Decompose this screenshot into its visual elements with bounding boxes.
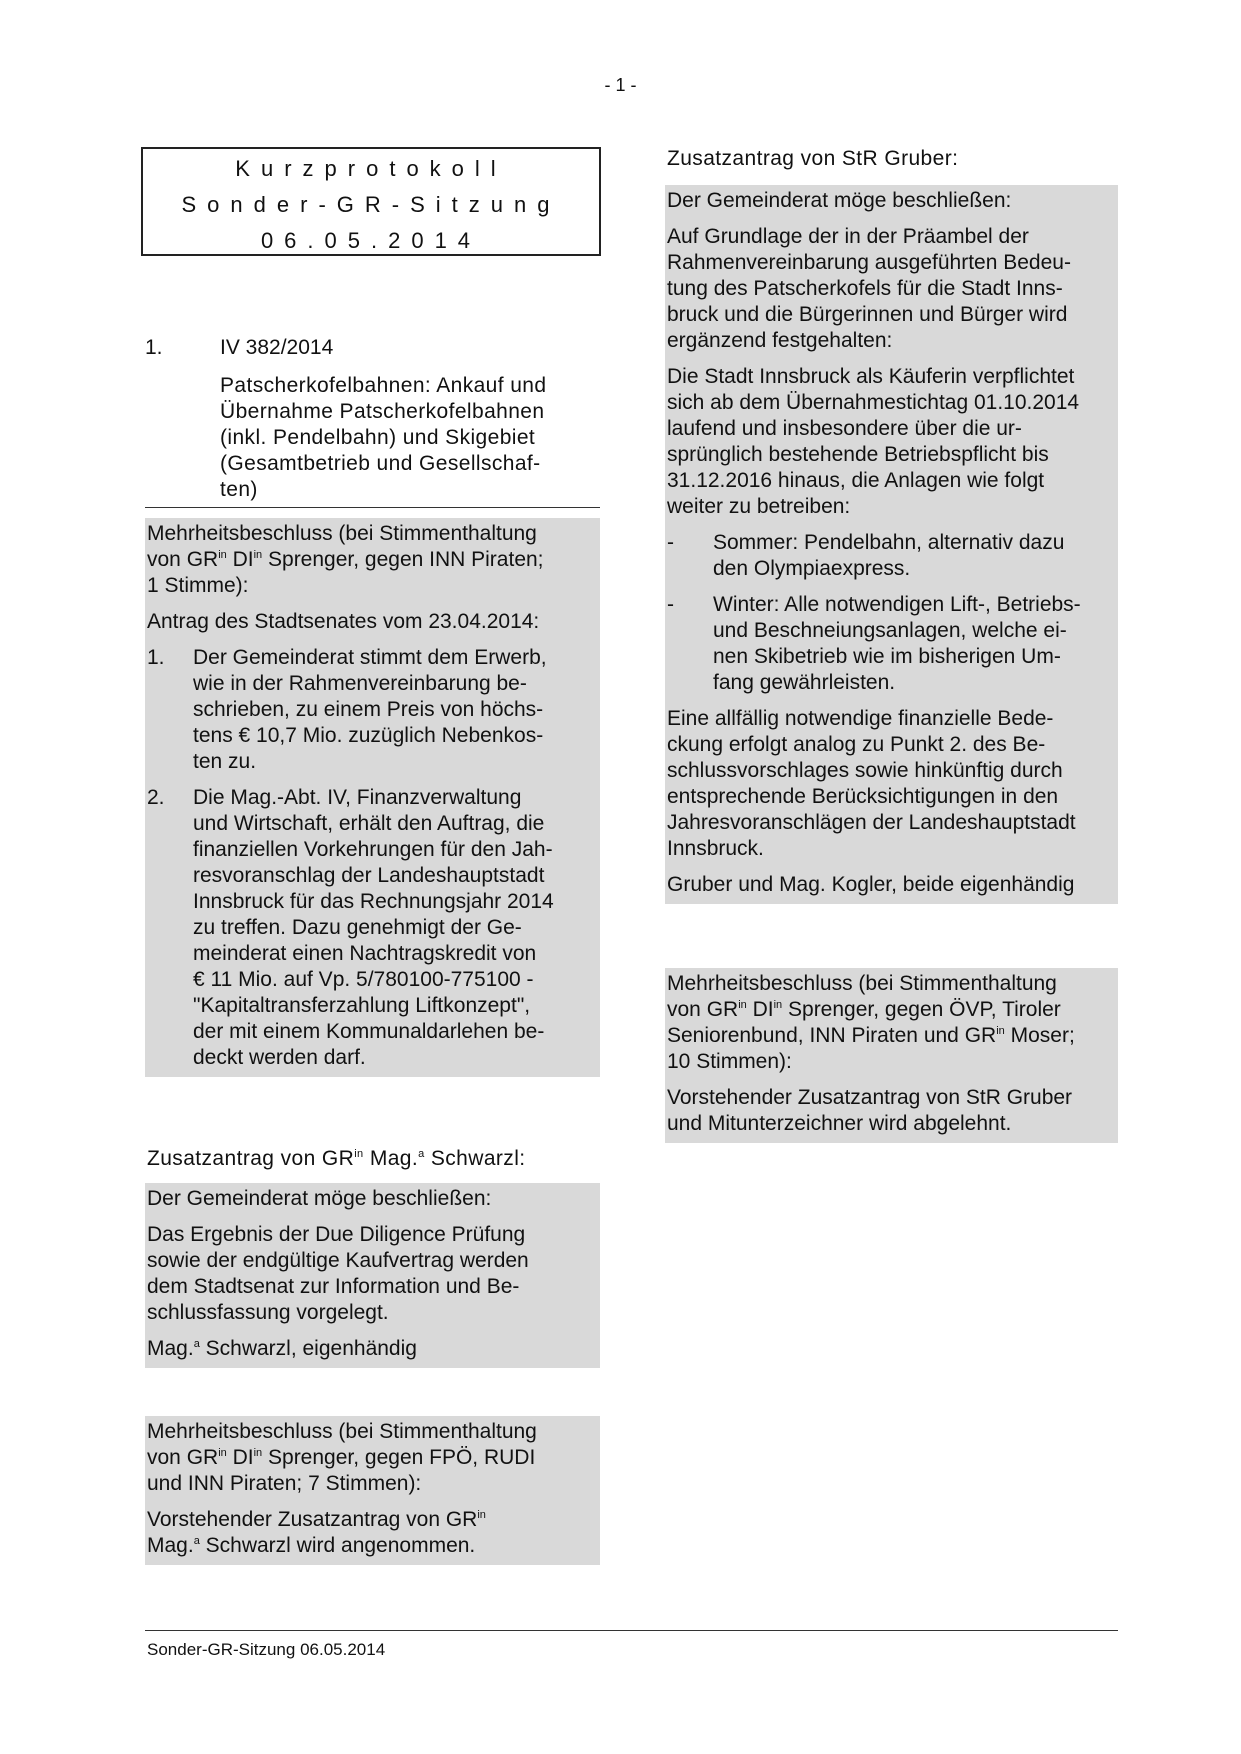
amendment-para: Die Stadt Innsbruck als Käuferin verpflichtet sich ab dem Übernahmestichtag 01.10.2014 laufend und insbesondere über die ur- sprünglich bestehende Betriebspflicht bis 31.12.2016 hinaus, die Anlagen wie folgt weiter zu betreiben: xyxy=(667,365,1080,518)
page-number: - 1 - xyxy=(604,75,637,95)
bullet-item: - Winter: Alle notwendigen Lift-, Betriebs- und Beschneiungsanlagen, welche ei- nen Skibetrieb wie im bisherigen Um- fang gewährleisten. xyxy=(667,593,1081,694)
amendment-gruber xyxy=(665,185,1118,904)
resolution-line: Mehrheitsbeschluss (bei Stimmenthaltung xyxy=(147,522,537,545)
amendment-body: Das Ergebnis der Due Diligence Prüfung sowie der endgültige Kaufvertrag werden dem Stadtsenat zur Information und Be- schlussfassung vorgelegt. xyxy=(147,1223,529,1324)
bullet-item: - Sommer: Pendelbahn, alternativ dazu den Olympiaexpress. xyxy=(667,531,1065,580)
resolution-result: Vorstehender Zusatzantrag von $GR^{in}$ Mag.$^a$ Schwarzl wird angenommen. xyxy=(147,1508,486,1557)
subject-line: (inkl. Pendelbahn) und Skigebiet xyxy=(220,426,536,449)
footer-rule xyxy=(145,1630,1118,1631)
title-line: 06.05.2014 xyxy=(260,228,482,253)
amendment-intro: Der Gemeinderat möge beschließen: xyxy=(147,1187,492,1210)
item-number: 1. xyxy=(147,646,165,669)
resolution-text: Mehrheitsbeschluss (bei Stimmenthaltung von $GR^{in}$ $DI^{in}$ Sprenger, gegen FPÖ, RUDI und INN Piraten; 7 Stimmen): xyxy=(147,1420,537,1495)
agenda-subject xyxy=(220,373,600,503)
resolution-line: von $GR^{in}$ $DI^{in}$ Sprenger, gegen INN Piraten; xyxy=(147,548,544,571)
footer-text: Sonder-GR-Sitzung 06.05.2014 xyxy=(147,1640,386,1659)
bullet-mark: - xyxy=(667,593,674,616)
subject-line: ten) xyxy=(220,478,258,501)
agenda-item xyxy=(145,335,600,503)
motion-item xyxy=(147,645,598,775)
item-number: 2. xyxy=(147,786,165,809)
amendment-signature: Mag.$^a$ Schwarzl, eigenhändig xyxy=(147,1337,417,1360)
amendment-gruber-heading: Zusatzantrag von StR Gruber: xyxy=(667,147,959,170)
agenda-code: IV 382/2014 xyxy=(220,336,334,359)
resolution-3 xyxy=(665,968,1118,1143)
resolution-result: Vorstehender Zusatzantrag von StR Gruber und Mitunterzeichner wird abgelehnt. xyxy=(667,1086,1073,1135)
amendment-schwarzl xyxy=(145,1183,600,1368)
title-line: Kurzprotokoll xyxy=(235,156,507,181)
title-box xyxy=(141,147,601,256)
amendment-para: Auf Grundlage der in der Präambel der Rahmenvereinbarung ausgeführten Bedeu- tung des Patscherkofels für die Stadt Inns- bruck und die Bürgerinnen und Bürger wird ergänzend festgehalten: xyxy=(667,225,1071,352)
divider xyxy=(145,507,600,508)
amendment-para: Eine allfällig notwendige finanzielle Bede- ckung erfolgt analog zu Punkt 2. des Be- schlussvorschlages sowie hinkünftig durch entsprechende Berücksichtigungen in den Jahresvoranschlägen der Landeshauptstadt Innsbruck. xyxy=(667,707,1076,860)
item-text: Die Mag.-Abt. IV, Finanzverwaltung und Wirtschaft, erhält den Auftrag, die finanziellen Vorkehrungen für den Jah- resvoranschlag der Landeshauptstadt Innsbruck für das Rechnungsjahr 2014 zu treffen. Dazu genehmigt der Ge- meinderat einen Nachtragskredit von € 11 Mio. auf Vp. 5/780100-775100 - "Kapitaltransferzahlung Liftkonzept", der mit einem Kommunaldarlehen be- deckt werden darf. xyxy=(193,786,554,1069)
bullet-mark: - xyxy=(667,531,674,554)
resolution-text xyxy=(147,521,598,599)
subject-line: Übernahme Patscherkofelbahnen xyxy=(220,400,545,423)
subject-line: (Gesamtbetrieb und Gesellschaf- xyxy=(220,452,541,475)
resolution-text: Mehrheitsbeschluss (bei Stimmenthaltung von $GR^{in}$ $DI^{in}$ Sprenger, gegen ÖVP, Tiroler Seniorenbund, INN Piraten und $GR^{in}$ Moser; 10 Stimmen): xyxy=(667,972,1075,1073)
resolution-line: 1 Stimme): xyxy=(147,574,249,597)
amendment-signature: Gruber und Mag. Kogler, beide eigenhändig xyxy=(667,873,1075,896)
agenda-number: 1. xyxy=(145,336,163,359)
title-line: Sonder-GR-Sitzung xyxy=(181,192,561,217)
resolution-1 xyxy=(145,518,600,1077)
amendment-schwarzl-heading: Zusatzantrag von $GR^{in}$ Mag.$^a$ Schwarzl: xyxy=(147,1147,526,1170)
resolution-2 xyxy=(145,1416,600,1565)
subject-line: Patscherkofelbahnen: Ankauf und xyxy=(220,374,547,397)
item-text: Der Gemeinderat stimmt dem Erwerb, wie in der Rahmenvereinbarung be- schrieben, zu einem Preis von höchs- tens € 10,7 Mio. zuzüglich Nebenkos- ten zu. xyxy=(193,646,547,773)
motion-item xyxy=(147,785,598,1071)
motion-title: Antrag des Stadtsenates vom 23.04.2014: xyxy=(147,610,540,633)
amendment-intro: Der Gemeinderat möge beschließen: xyxy=(667,189,1012,212)
